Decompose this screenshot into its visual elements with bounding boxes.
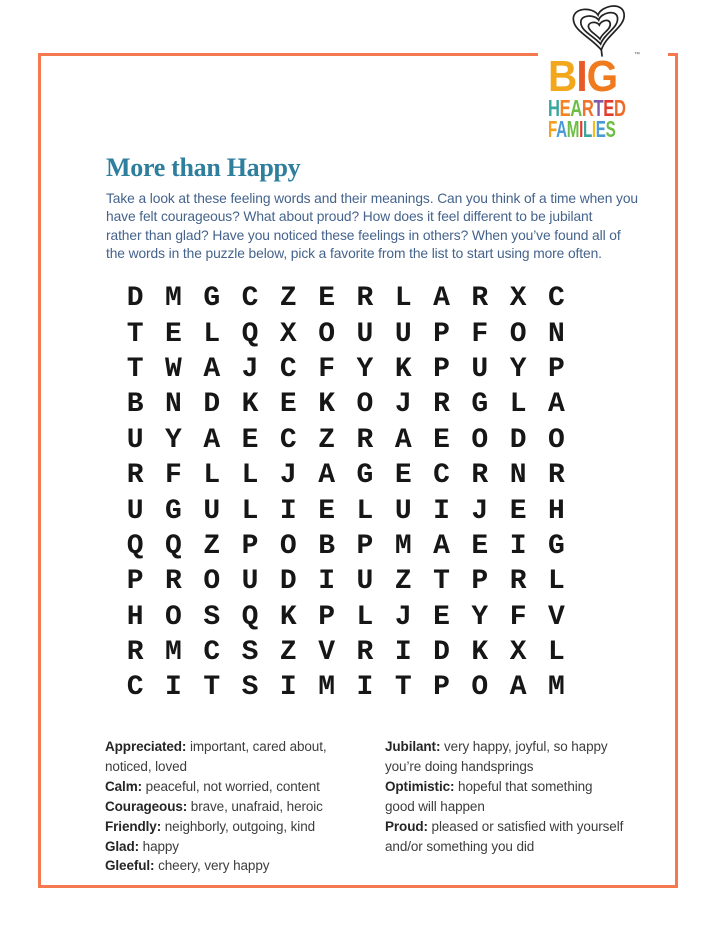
grid-letter[interactable]: U xyxy=(356,318,374,350)
logo-word-families xyxy=(548,118,615,141)
grid-letter[interactable]: Y xyxy=(509,353,527,385)
grid-letter[interactable]: I xyxy=(433,495,450,527)
logo-letter: H xyxy=(548,95,560,121)
grid-letter[interactable]: L xyxy=(241,460,259,492)
grid-letter[interactable]: G xyxy=(165,495,182,527)
grid-letter[interactable]: M xyxy=(165,283,182,315)
definition-line: Friendly: neighborly, outgoing, kind xyxy=(105,818,316,834)
grid-letter[interactable]: P xyxy=(241,530,259,562)
grid-letter[interactable]: O xyxy=(471,672,489,704)
logo-word-big xyxy=(548,52,618,101)
grid-letter[interactable]: F xyxy=(165,460,182,492)
grid-letter[interactable]: U xyxy=(471,353,489,385)
grid-letter[interactable]: L xyxy=(241,495,259,527)
grid-letter[interactable]: N xyxy=(165,389,182,421)
grid-letter[interactable]: U xyxy=(394,495,412,527)
grid-letter[interactable]: G xyxy=(548,530,565,562)
grid-letter[interactable]: E xyxy=(318,495,336,527)
logo-letter: I xyxy=(591,116,596,142)
grid-letter[interactable]: A xyxy=(203,353,221,385)
grid-letter[interactable]: M xyxy=(548,672,565,704)
logo-letter: F xyxy=(548,116,557,142)
grid-letter[interactable]: O xyxy=(509,318,527,350)
grid-letter[interactable]: T xyxy=(203,672,221,704)
grid-letter[interactable]: A xyxy=(509,672,527,704)
logo-letter: G xyxy=(586,52,618,101)
grid-letter[interactable]: R xyxy=(433,389,450,421)
grid-letter[interactable]: E xyxy=(433,601,450,633)
grid-letter[interactable]: N xyxy=(548,318,565,350)
grid-letter[interactable]: K xyxy=(279,601,297,633)
grid-letter[interactable]: S xyxy=(241,672,259,704)
grid-letter[interactable]: B xyxy=(318,530,336,562)
grid-letter[interactable]: F xyxy=(471,318,489,350)
intro-line: Take a look at these feeling words and their meanings. Can you think of a time when you xyxy=(106,191,638,206)
definition-line: Calm: peaceful, not worried, content xyxy=(105,778,320,794)
grid-letter[interactable]: C xyxy=(279,424,297,456)
grid-letter[interactable]: V xyxy=(318,637,336,669)
grid-letter[interactable]: O xyxy=(548,424,565,456)
grid-letter[interactable]: R xyxy=(356,637,374,669)
definition-line: Courageous: brave, unafraid, heroic xyxy=(105,798,323,814)
grid-letter[interactable]: K xyxy=(318,389,336,421)
grid-letter[interactable]: H xyxy=(126,601,144,633)
grid-letter[interactable]: R xyxy=(126,637,144,669)
grid-letter[interactable]: K xyxy=(241,389,259,421)
logo-letter: E xyxy=(559,95,571,121)
logo-letter: M xyxy=(566,116,580,142)
grid-letter[interactable]: I xyxy=(165,672,182,704)
grid-letter[interactable]: Q xyxy=(165,530,182,562)
definition-line: and/or something you did xyxy=(385,838,535,854)
grid-letter[interactable]: P xyxy=(433,353,450,385)
grid-letter[interactable]: A xyxy=(318,460,336,492)
definition-term: Appreciated: xyxy=(105,739,187,754)
grid-letter[interactable]: R xyxy=(165,566,182,598)
grid-letter[interactable]: L xyxy=(203,460,221,492)
logo-big-hearted-families xyxy=(538,0,668,148)
grid-letter[interactable]: Y xyxy=(471,601,489,633)
grid-letter[interactable]: T xyxy=(394,672,412,704)
grid-letter[interactable]: A xyxy=(394,424,412,456)
logo-letter: E xyxy=(595,116,606,142)
grid-letter[interactable]: R xyxy=(509,566,527,598)
grid-letter[interactable]: I xyxy=(394,637,412,669)
grid-letter[interactable]: R xyxy=(356,283,374,315)
grid-letter[interactable]: C xyxy=(241,283,259,315)
grid-letter[interactable]: G xyxy=(471,389,489,421)
word-search-grid[interactable] xyxy=(116,281,576,706)
definition-term: Glad: xyxy=(105,838,140,854)
grid-letter[interactable]: G xyxy=(356,460,374,492)
grid-letter[interactable]: A xyxy=(548,389,565,421)
grid-letter[interactable]: E xyxy=(509,495,527,527)
grid-letter[interactable]: C xyxy=(279,353,297,385)
grid-letter[interactable]: P xyxy=(433,672,450,704)
grid-letter[interactable]: D xyxy=(126,283,144,315)
intro-line: the words in the puzzle below, pick a favorite from the list to start using more often. xyxy=(106,246,602,262)
logo-letter: A xyxy=(570,95,582,121)
grid-letter[interactable]: M xyxy=(318,672,336,704)
grid-letter[interactable]: I xyxy=(509,530,527,562)
grid-letter[interactable]: M xyxy=(394,530,412,562)
logo-letter: I xyxy=(579,116,583,142)
grid-letter[interactable]: V xyxy=(548,601,565,633)
grid-letter[interactable]: R xyxy=(548,460,565,492)
grid-letter[interactable]: B xyxy=(126,389,144,421)
grid-letter[interactable]: N xyxy=(509,460,527,492)
logo-letter: I xyxy=(576,52,587,101)
trademark-symbol: ™ xyxy=(634,52,640,58)
logo-letter: R xyxy=(581,95,594,121)
grid-letter[interactable]: E xyxy=(165,318,182,350)
grid-letter[interactable]: X xyxy=(509,637,527,669)
page-title: More than Happy xyxy=(106,153,301,182)
grid-letter[interactable]: U xyxy=(394,318,412,350)
grid-letter[interactable]: J xyxy=(471,495,489,527)
grid-letter[interactable]: T xyxy=(126,353,144,385)
grid-letter[interactable]: U xyxy=(241,566,259,598)
logo-letter: S xyxy=(605,116,616,142)
definitions-column-right xyxy=(385,737,675,856)
grid-letter[interactable]: U xyxy=(126,495,144,527)
grid-letter[interactable]: C xyxy=(433,460,450,492)
grid-letter[interactable]: D xyxy=(433,637,450,669)
logo-letter: L xyxy=(582,116,592,142)
definition-term: Proud: xyxy=(385,818,428,834)
definition-term: Jubilant: xyxy=(385,739,441,754)
grid-letter[interactable]: F xyxy=(509,601,527,633)
grid-letter[interactable]: S xyxy=(203,601,221,633)
definition-line: Optimistic: hopeful that something xyxy=(385,778,593,794)
logo-letter: B xyxy=(548,52,577,101)
definition-line: Proud: pleased or satisfied with yourself xyxy=(385,818,624,834)
grid-letter[interactable]: Z xyxy=(279,283,297,315)
grid-letter[interactable]: D xyxy=(509,424,527,456)
grid-letter[interactable]: K xyxy=(471,637,489,669)
grid-letter[interactable]: L xyxy=(356,495,374,527)
grid-letter[interactable]: Z xyxy=(203,530,221,562)
definition-term: Gleeful: xyxy=(105,858,155,874)
grid-letter[interactable]: A xyxy=(433,283,450,315)
grid-letter[interactable]: C xyxy=(126,672,144,704)
grid-letter[interactable]: R xyxy=(471,283,489,315)
grid-letter[interactable]: X xyxy=(509,283,527,315)
grid-letter[interactable]: T xyxy=(126,318,144,350)
definition-line: noticed, loved xyxy=(105,758,187,774)
grid-letter[interactable]: P xyxy=(318,601,336,633)
grid-letter[interactable]: Q xyxy=(126,530,144,562)
definition-term: Friendly: xyxy=(105,818,162,834)
grid-letter[interactable]: R xyxy=(471,460,489,492)
grid-letter[interactable]: L xyxy=(548,566,565,598)
grid-letter[interactable]: Z xyxy=(279,637,297,669)
grid-letter[interactable]: O xyxy=(165,601,182,633)
grid-letter[interactable]: Q xyxy=(241,601,259,633)
grid-letter[interactable]: O xyxy=(279,530,297,562)
logo-letter: D xyxy=(613,95,626,121)
grid-letter[interactable]: R xyxy=(126,460,144,492)
grid-letter[interactable]: J xyxy=(394,389,412,421)
grid-letter[interactable]: D xyxy=(279,566,297,598)
grid-letter[interactable]: P xyxy=(126,566,144,598)
grid-letter[interactable]: O xyxy=(318,318,336,350)
scribble-heart-icon xyxy=(566,3,634,57)
grid-letter[interactable]: Z xyxy=(318,424,336,456)
grid-letter[interactable]: L xyxy=(509,389,527,421)
grid-letter[interactable]: Q xyxy=(241,318,259,350)
grid-letter[interactable]: Y xyxy=(356,353,374,385)
grid-letter[interactable]: L xyxy=(356,601,374,633)
grid-letter[interactable]: I xyxy=(279,672,297,704)
grid-letter[interactable]: J xyxy=(279,460,297,492)
grid-letter[interactable]: J xyxy=(394,601,412,633)
grid-letter[interactable]: A xyxy=(433,530,450,562)
definition-term: Optimistic: xyxy=(385,778,455,794)
grid-letter[interactable]: I xyxy=(356,672,374,704)
grid-letter[interactable]: L xyxy=(548,637,565,669)
grid-letter[interactable]: E xyxy=(241,424,259,456)
grid-letter[interactable]: L xyxy=(203,318,221,350)
logo-letter: T xyxy=(593,95,604,121)
definition-line: Gleeful: cheery, very happy xyxy=(105,858,270,874)
grid-letter[interactable]: I xyxy=(318,566,336,598)
grid-letter[interactable]: Z xyxy=(394,566,412,598)
grid-letter[interactable]: M xyxy=(165,637,182,669)
definitions-column-left xyxy=(105,737,383,876)
grid-letter[interactable]: C xyxy=(548,283,565,315)
grid-letter[interactable]: C xyxy=(203,637,221,669)
grid-letter[interactable]: U xyxy=(126,424,144,456)
grid-letter[interactable]: O xyxy=(356,389,374,421)
grid-letter[interactable]: P xyxy=(356,530,374,562)
definition-line: good will happen xyxy=(385,798,485,814)
grid-letter[interactable]: Y xyxy=(165,424,182,456)
logo-letter: E xyxy=(603,95,614,121)
grid-letter[interactable]: P xyxy=(548,353,565,385)
grid-letter[interactable]: X xyxy=(279,318,297,350)
grid-letter[interactable]: I xyxy=(279,495,297,527)
definition-line: you’re doing handsprings xyxy=(385,758,534,774)
intro-line: rather than glad? Have you noticed these feelings in others? When you’ve found all of xyxy=(106,227,621,243)
intro-line: have felt courageous? What about proud? How does it feel different to be jubilant xyxy=(106,209,593,225)
grid-letter[interactable]: P xyxy=(433,318,450,350)
grid-letter[interactable]: E xyxy=(318,283,336,315)
grid-letter[interactable]: L xyxy=(394,283,412,315)
grid-letter[interactable]: G xyxy=(203,283,221,315)
grid-letter[interactable]: H xyxy=(548,495,565,527)
grid-letter[interactable]: E xyxy=(471,530,489,562)
grid-letter[interactable]: E xyxy=(394,460,412,492)
grid-letter[interactable]: E xyxy=(279,389,297,421)
grid-letter[interactable]: U xyxy=(356,566,374,598)
definition-line: Appreciated: important, cared about, xyxy=(105,739,327,754)
grid-letter[interactable]: F xyxy=(318,353,336,385)
grid-letter[interactable]: T xyxy=(433,566,450,598)
grid-letter[interactable]: J xyxy=(241,353,259,385)
definition-line: Jubilant: very happy, joyful, so happy xyxy=(385,739,608,754)
grid-letter[interactable]: U xyxy=(203,495,221,527)
grid-letter[interactable]: O xyxy=(471,424,489,456)
grid-letter[interactable]: S xyxy=(241,637,259,669)
grid-letter[interactable]: E xyxy=(433,424,450,456)
grid-letter[interactable]: K xyxy=(394,353,412,385)
grid-letter[interactable]: P xyxy=(471,566,489,598)
grid-letter[interactable]: W xyxy=(165,353,182,385)
intro-paragraph xyxy=(106,190,646,264)
grid-letter[interactable]: R xyxy=(356,424,374,456)
grid-letter[interactable]: A xyxy=(203,424,221,456)
logo-letter: A xyxy=(556,116,567,142)
grid-letter[interactable]: O xyxy=(203,566,221,598)
definition-line: Glad: happy xyxy=(105,838,179,854)
definition-term: Courageous: xyxy=(105,798,188,814)
definition-term: Calm: xyxy=(105,778,143,794)
grid-letter[interactable]: D xyxy=(203,389,221,421)
